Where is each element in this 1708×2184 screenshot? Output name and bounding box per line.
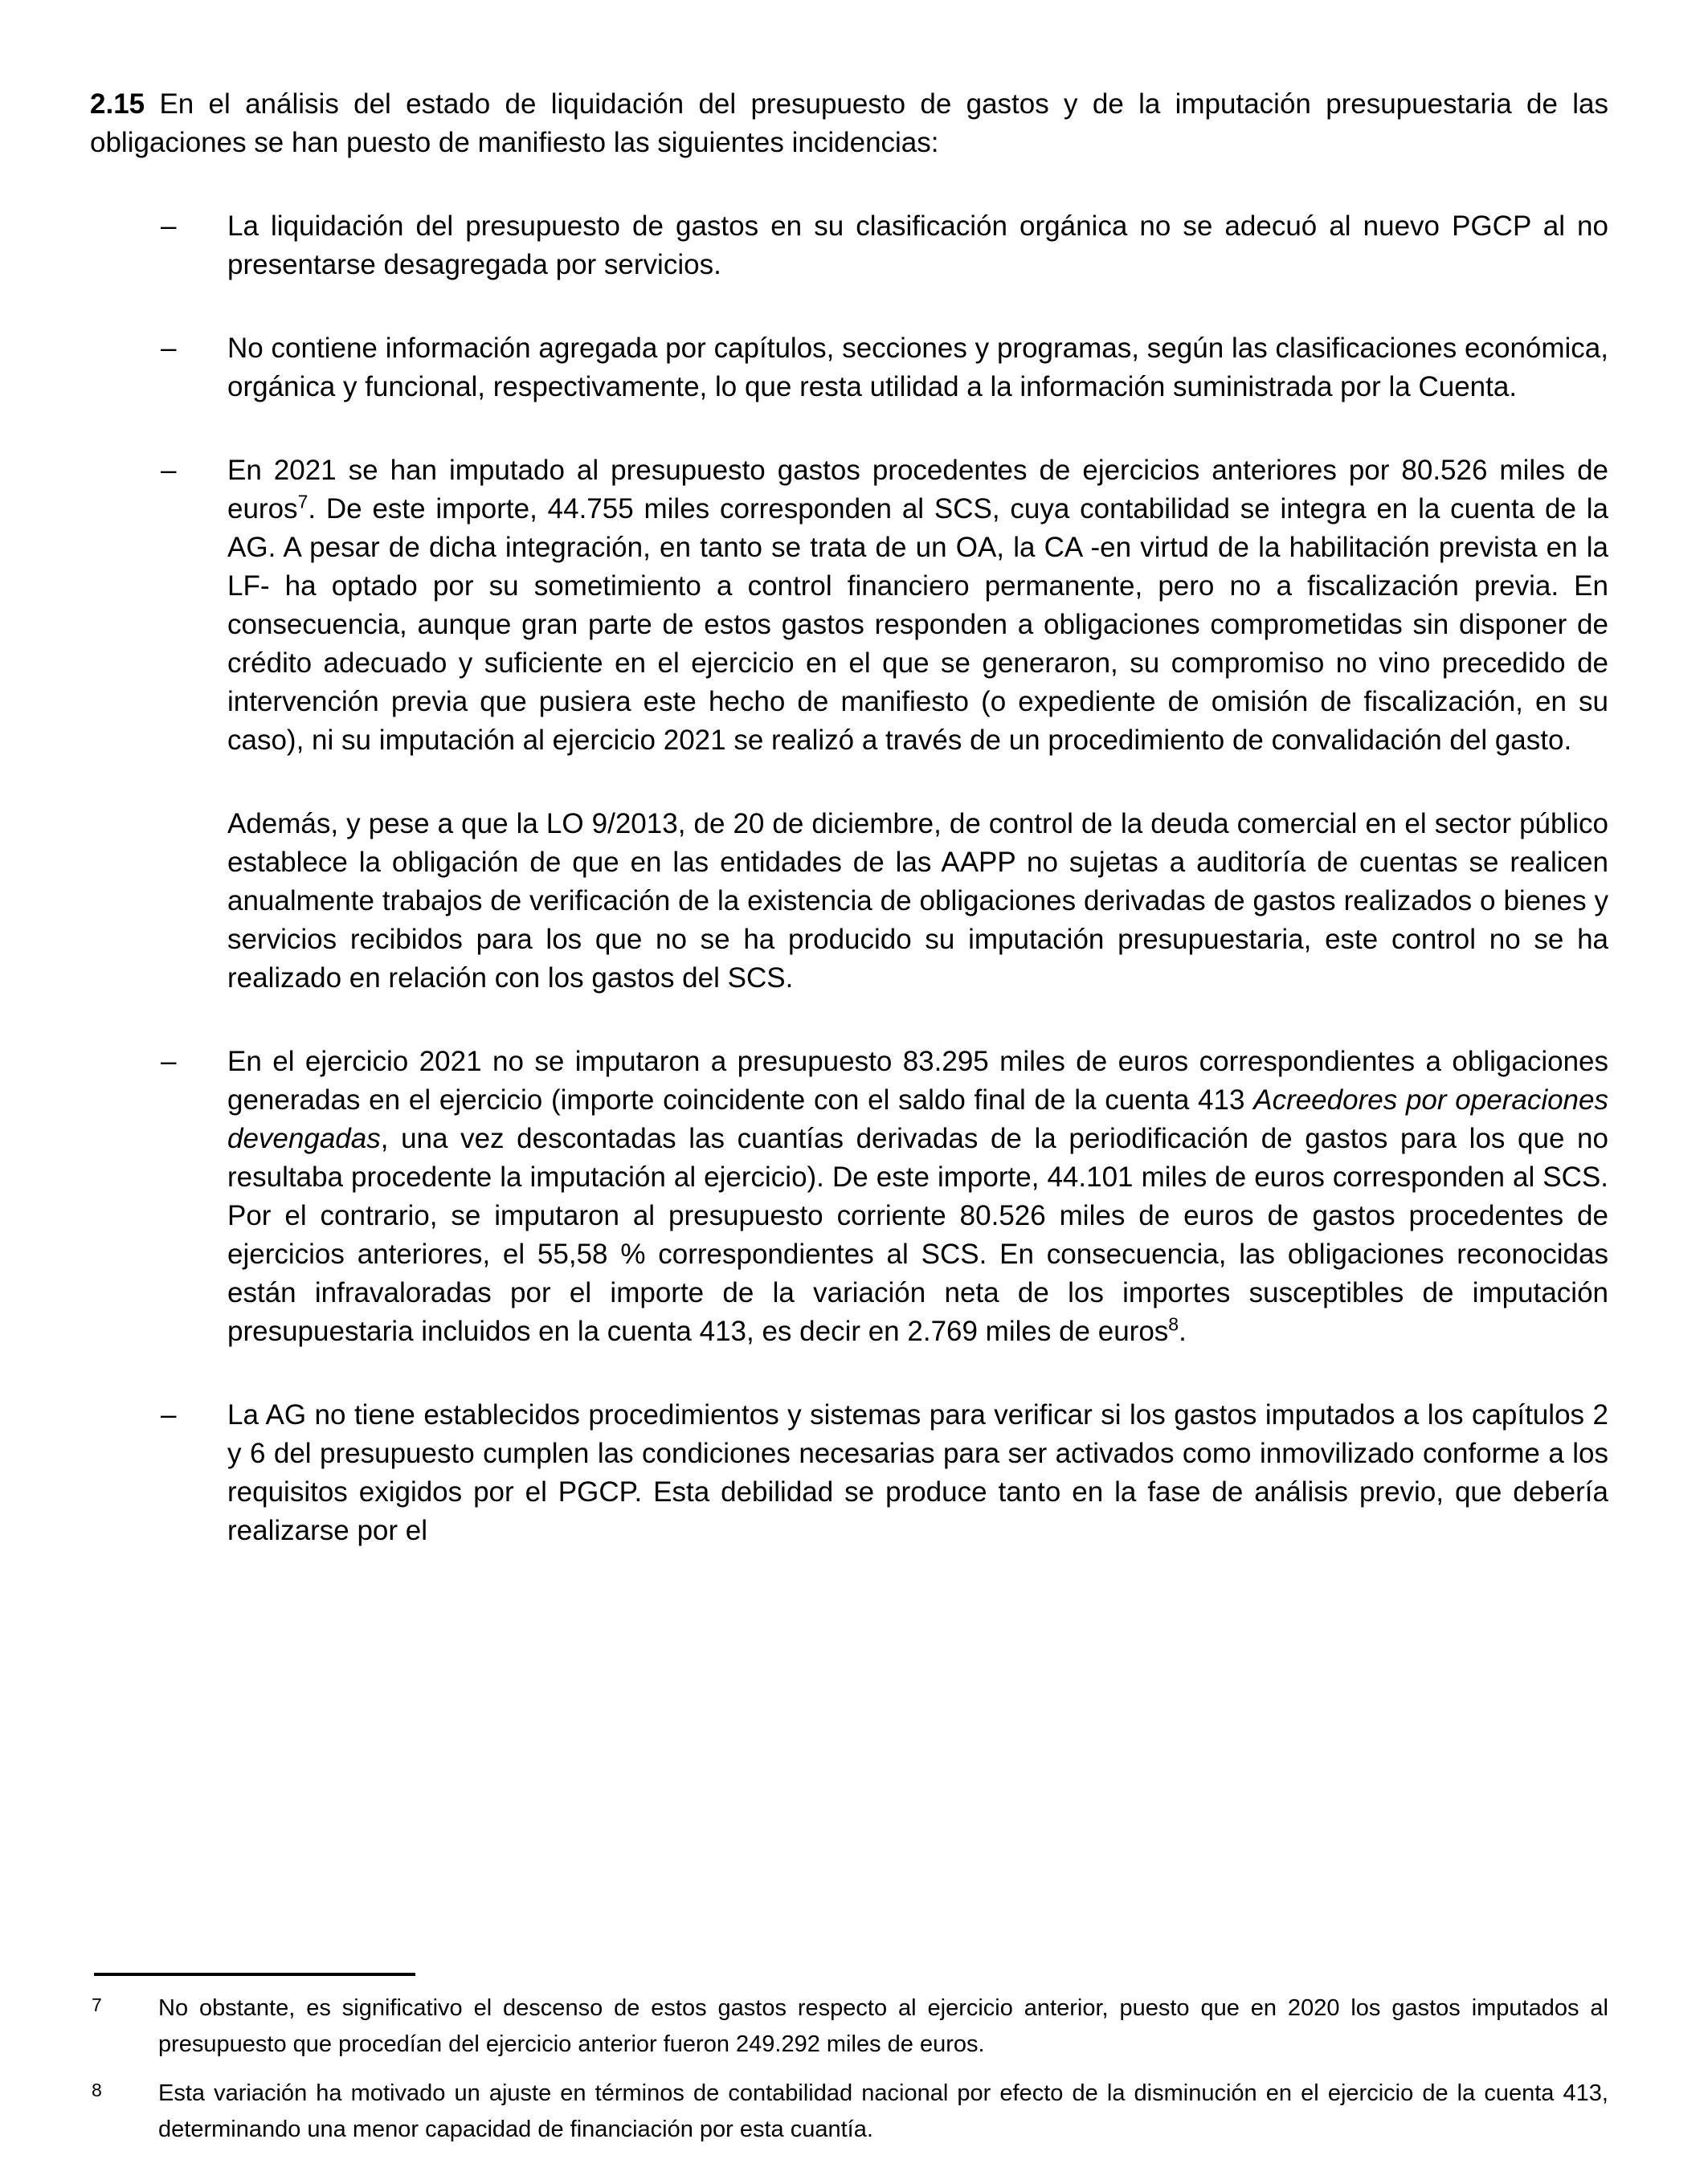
bullet-dash: – <box>161 1046 177 1077</box>
footnote-number-7: 7 <box>92 1994 102 2015</box>
footnote-8-text: Esta variación ha motivado un ajuste en términos de contabilidad nacional por efecto de la disminución en el ejercicio de la cuenta 413, determinando una menor capacidad de financiación por esta cuantía. <box>158 2080 1608 2142</box>
finding-item-1 <box>90 207 1608 284</box>
finding-1-text: La liquidación del presupuesto de gastos en su clasificación orgánica no se adecuó al nuevo PGCP al no presentarse desagregada por servicios. <box>227 210 1608 280</box>
bullet-dash: – <box>161 210 177 242</box>
finding-2-text: No contiene información agregada por capítulos, secciones y programas, según las clasificaciones económica, orgánica y funcional, respectivamente, lo que resta utilidad a la información suministrada por la Cuenta. <box>227 333 1608 402</box>
finding-3-paragraph-1 <box>227 451 1608 760</box>
finding-item-5 <box>90 1396 1608 1550</box>
finding-3-text: En 2021 se han imputado al presupuesto gastos procedentes de ejercicios anteriores por 80.526 miles de euros <box>227 455 1608 525</box>
main-text-block <box>90 85 1608 1595</box>
bullet-dash: – <box>161 333 177 364</box>
finding-item-3 <box>90 451 1608 998</box>
finding-4-text: En el ejercicio 2021 no se imputaron a presupuesto 83.295 miles de euros correspondientes a obligaciones generadas en el ejercicio (importe coincidente con el saldo final de la cuenta 413 <box>227 1046 1608 1116</box>
finding-3-paragraph-2: Además, y pese a que la LO 9/2013, de 20 de diciembre, de control de la deuda comercial en el sector público establece la obligación de que en las entidades de las AAPP no sujetas a auditoría de cuentas se realicen anualmente trabajos de verificación de la existencia de obligaciones derivadas de gastos realizados o bienes y servicios recibidos para los que no se ha producido su imputación presupuestaria, este control no se ha realizado en relación con los gastos del SCS. <box>227 808 1608 994</box>
intro-paragraph <box>90 85 1608 162</box>
account-413-title: Acreedores por operaciones devengadas <box>227 1084 1608 1154</box>
finding-item-4 <box>90 1043 1608 1351</box>
footnotes-section <box>90 1973 1608 2161</box>
footnote-8 <box>90 2076 1608 2148</box>
bullet-dash: – <box>161 455 177 486</box>
paragraph-number: 2.15 <box>90 88 145 120</box>
footnote-separator <box>94 1973 415 1976</box>
footnote-7 <box>90 1990 1608 2063</box>
finding-3-text-after: . De este importe, 44.755 miles corresponden al SCS, cuya contabilidad se integra en la cuenta de la AG. A pesar de dicha integración, en tanto se trata de un OA, la CA -en virtud de la habilitación prevista en la LF- ha optado por su sometimiento a control financiero permanente, pero no a fiscalización previa. En consecuencia, aunque gran parte de estos gastos responden a obligaciones comprometidas sin disponer de crédito adecuado y suficiente en el ejercicio en el que se generaron, su compromiso no vino precedido de intervención previa que pusiera este hecho de manifiesto (o expediente de omisión de fiscalización, en su caso), ni su imputación al ejercicio 2021 se realizó a través de un procedimiento de convalidación del gasto. <box>227 493 1608 756</box>
findings-list <box>90 207 1608 1550</box>
finding-item-2 <box>90 329 1608 406</box>
finding-4-paragraph <box>227 1043 1608 1351</box>
intro-text: En el análisis del estado de liquidación del presupuesto de gastos y de la imputación presupuestaria de las obligaciones se han puesto de manifiesto las siguientes incidencias: <box>90 88 1608 158</box>
footnote-ref-8: 8 <box>1168 1313 1179 1335</box>
footnote-ref-7: 7 <box>297 491 309 512</box>
finding-5-text: La AG no tiene establecidos procedimientos y sistemas para verificar si los gastos imputados a los capítulos 2 y 6 del presupuesto cumplen las condiciones necesarias para ser activados como inmovilizado conforme a los requisitos exigidos por el PGCP. Esta debilidad se produce tanto en la fase de análisis previo, que debería realizarse por el <box>227 1399 1608 1546</box>
bullet-dash: – <box>161 1399 177 1431</box>
finding-4-text-middle: , una vez descontadas las cuantías derivadas de la periodificación de gastos para los que no resultaba procedente la imputación al ejercicio). De este importe, 44.101 miles de euros corresponden al SCS. Por el contrario, se imputaron al presupuesto corriente 80.526 miles de euros de gastos procedentes de ejercicios anteriores, el 55,58 % correspondientes al SCS. En consecuencia, las obligaciones reconocidas están infravaloradas por el importe de la variación neta de los importes susceptibles de imputación presupuestaria incluidos en la cuenta 413, es decir en 2.769 miles de euros <box>227 1123 1608 1347</box>
footnote-number-8: 8 <box>92 2080 102 2100</box>
finding-4-text-end: . <box>1179 1316 1187 1347</box>
footnote-7-text: No obstante, es significativo el descenso de estos gastos respecto al ejercicio anterior, puesto que en 2020 los gastos imputados al presupuesto que procedían del ejercicio anterior fueron 249.292 miles de euros. <box>158 1995 1608 2057</box>
